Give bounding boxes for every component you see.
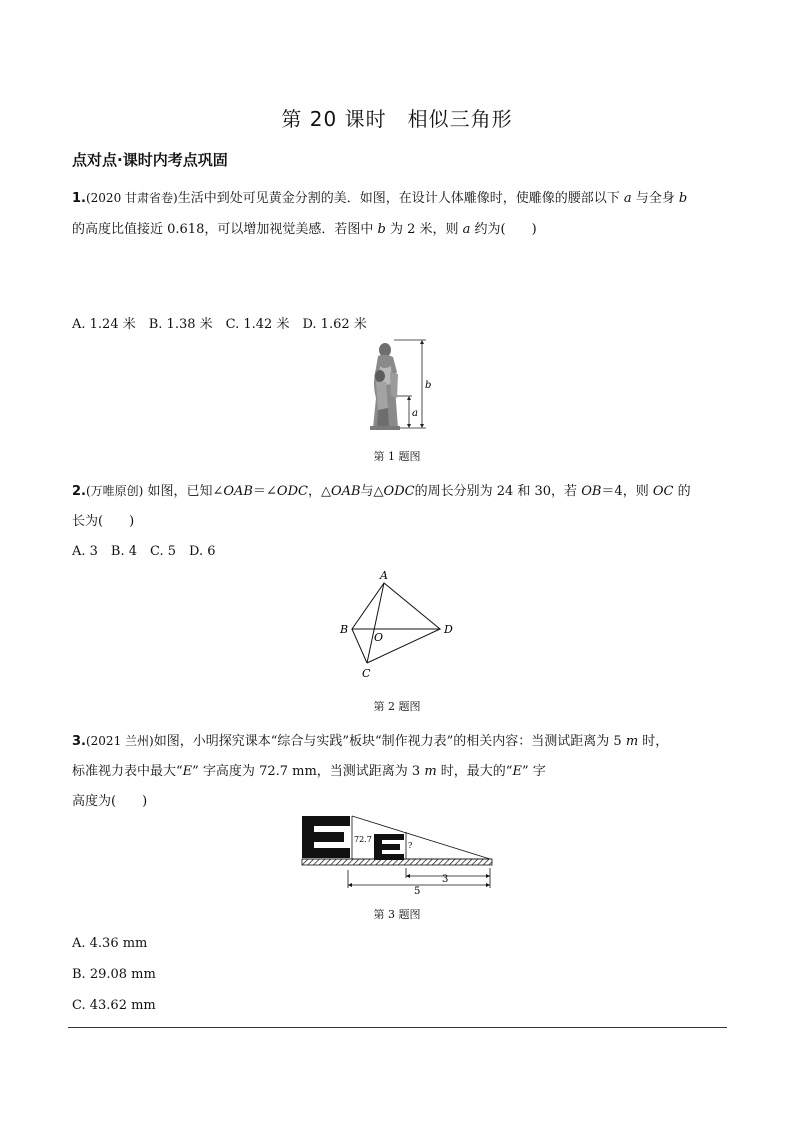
big-e-letter bbox=[302, 816, 350, 858]
q2-text: 的 bbox=[673, 484, 691, 499]
q1-source: (2020 甘肃省卷) bbox=[85, 191, 178, 205]
q2-caption: 第 2 题图 bbox=[373, 700, 421, 713]
q1-var-a: a bbox=[623, 191, 632, 206]
q2-text: ＝4，则 bbox=[601, 484, 653, 499]
q3-text: 时，最大的“ bbox=[436, 764, 513, 779]
label-D: D bbox=[444, 623, 453, 636]
q2-tri-oab: OAB bbox=[330, 484, 361, 499]
label-b: b bbox=[425, 380, 432, 391]
q1-var-a: a bbox=[462, 222, 471, 237]
q1-line-2 bbox=[72, 218, 537, 237]
bottom-divider bbox=[68, 1027, 727, 1028]
label-height-72-7: 72.7 bbox=[354, 835, 372, 844]
q2-seg-ob: OB bbox=[581, 484, 602, 499]
statue-image bbox=[370, 343, 400, 430]
q3-unit-m: m bbox=[424, 764, 437, 779]
q3-number: 3. bbox=[72, 734, 86, 749]
q1-caption: 第 1 题图 bbox=[373, 450, 421, 463]
q2-tri-odc: ODC bbox=[383, 484, 415, 499]
q2-number: 2. bbox=[72, 484, 86, 499]
label-B: B bbox=[340, 623, 349, 636]
label-A: A bbox=[380, 569, 388, 582]
label-height-unknown: ? bbox=[408, 841, 413, 850]
q2-text: ，△ bbox=[307, 484, 331, 499]
q3-letter-e: E bbox=[512, 764, 522, 779]
label-distance-3: 3 bbox=[442, 874, 449, 885]
label-distance-5: 5 bbox=[414, 886, 421, 897]
q3-source: (2021 兰州) bbox=[85, 734, 154, 748]
q3-option-b: B. 29.08 mm bbox=[72, 967, 156, 982]
q2-angle-oab: OAB bbox=[223, 484, 253, 499]
q1-text: 的高度比值接近 0.618，可以增加视觉美感．若图中 bbox=[72, 222, 378, 237]
q2-source: (万唯原创) bbox=[85, 484, 144, 498]
q1-text: 与全身 bbox=[631, 191, 679, 206]
q3-option-a: A. 4.36 mm bbox=[72, 936, 148, 951]
q3-figure-eye-chart bbox=[298, 812, 496, 900]
q1-text: 生活中到处可见黄金分割的美．如图，在设计人体雕像时，使雕像的腰部以下 bbox=[177, 191, 624, 206]
q3-text: ” 字 bbox=[521, 764, 546, 779]
q1-line-1 bbox=[72, 187, 687, 206]
page-title: 第 20 课时 相似三角形 bbox=[281, 107, 513, 131]
q1-figure-statue bbox=[364, 338, 436, 432]
label-C: C bbox=[362, 667, 371, 680]
q3-letter-e: E bbox=[182, 764, 193, 779]
q3-line-3: 高度为( ) bbox=[72, 794, 148, 809]
q2-angle-odc: ODC bbox=[276, 484, 308, 499]
q1-var-b: b bbox=[678, 191, 688, 206]
q3-text: 如图，小明探究课本“综合与实践”板块“制作视力表”的相关内容：当测试距离为 5 bbox=[153, 734, 626, 749]
q3-option-c: C. 43.62 mm bbox=[72, 998, 156, 1013]
label-a: a bbox=[412, 408, 418, 419]
q1-options: A. 1.24 米 B. 1.38 米 C. 1.42 米 D. 1.62 米 bbox=[72, 317, 367, 332]
q2-text: 与△ bbox=[360, 484, 384, 499]
q2-figure-geometry bbox=[330, 566, 464, 684]
q1-number: 1. bbox=[72, 191, 86, 206]
q3-caption: 第 3 题图 bbox=[373, 908, 421, 921]
q3-line-1 bbox=[72, 730, 668, 749]
q2-text: ＝∠ bbox=[253, 484, 277, 499]
q1-text: 约为( ) bbox=[470, 222, 537, 237]
q2-options: A. 3 B. 4 C. 5 D. 6 bbox=[72, 544, 216, 559]
q2-line-1 bbox=[72, 480, 691, 499]
q2-text: 如图，已知∠ bbox=[143, 484, 224, 499]
q3-unit-m: m bbox=[625, 734, 639, 749]
small-e-letter bbox=[374, 834, 404, 860]
q3-line-2 bbox=[72, 760, 546, 779]
q1-text: 为 2 米，则 bbox=[385, 222, 463, 237]
q3-text: 标准视力表中最大“ bbox=[72, 764, 183, 779]
q3-text: 时， bbox=[638, 734, 669, 749]
label-O: O bbox=[374, 631, 384, 644]
q2-line-2: 长为( ) bbox=[72, 514, 135, 529]
q2-text: 的周长分别为 24 和 30，若 bbox=[414, 484, 582, 499]
q2-seg-oc: OC bbox=[652, 484, 674, 499]
q3-text: ” 字高度为 72.7 mm，当测试距离为 3 bbox=[192, 764, 425, 779]
section-heading: 点对点·课时内考点巩固 bbox=[72, 151, 228, 169]
q1-var-b: b bbox=[377, 222, 386, 237]
